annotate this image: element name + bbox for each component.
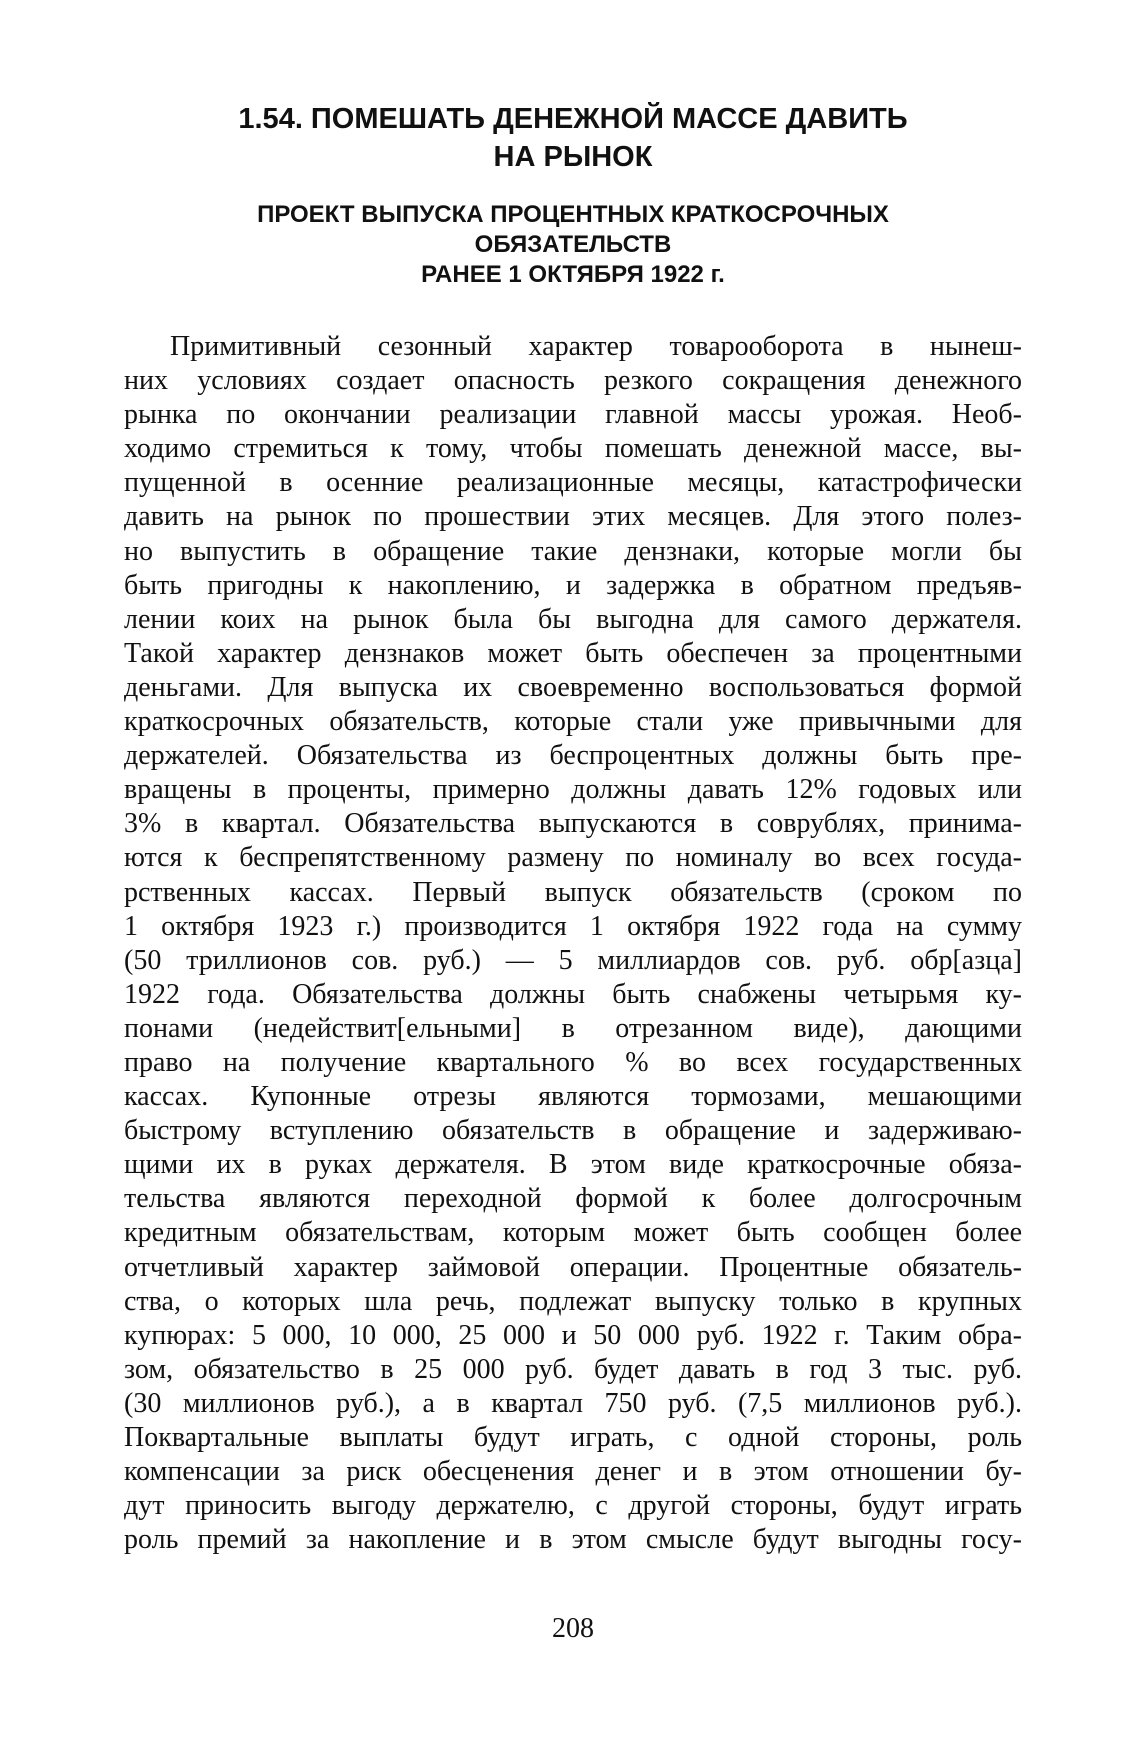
text-line: (50 триллионов сов. руб.) — 5 миллиардов сов. руб. обр[азца] bbox=[124, 944, 1022, 976]
text-line: быстрому вступлению обязательств в обращение и задерживаю- bbox=[124, 1115, 1022, 1147]
text-line: Поквартальные выплаты будут играть, с одной стороны, роль bbox=[124, 1422, 1022, 1453]
chapter-title bbox=[120, 100, 1026, 176]
subtitle-line: РАНЕЕ 1 ОКТЯБРЯ 1922 г. bbox=[421, 261, 725, 288]
chapter-title-line: 1.54. ПОМЕШАТЬ ДЕНЕЖНОЙ МАССЕ ДАВИТЬ bbox=[238, 103, 908, 135]
section-subtitle bbox=[120, 200, 1026, 290]
body-paragraph bbox=[124, 330, 1022, 1557]
text-line: кредитным обязательствам, которым может быть сообщен более bbox=[124, 1217, 1022, 1249]
text-line: вращены в проценты, примерно должны давать 12% годовых или bbox=[124, 774, 1022, 806]
text-line: рынка по окончании реализации главной массы урожая. Необ- bbox=[124, 399, 1022, 431]
text-line: 1 октября 1923 г.) производится 1 октября 1922 года на сумму bbox=[124, 910, 1022, 942]
text-line: ются к беспрепятственному размену по номиналу во всех госуда- bbox=[124, 842, 1022, 874]
text-line: но выпустить в обращение такие дензнаки, которые могли бы bbox=[124, 535, 1022, 567]
text-line: щими их в руках держателя. В этом виде краткосрочные обяза- bbox=[124, 1149, 1022, 1181]
text-line: Такой характер дензнаков может быть обеспечен за процентными bbox=[124, 637, 1022, 669]
text-line: право на получение квартального % во всех государственных bbox=[124, 1046, 1022, 1078]
text-line: тельства являются переходной формой к более долгосрочным bbox=[124, 1183, 1022, 1215]
text-line: дут приносить выгоду держателю, с другой стороны, будут играть bbox=[124, 1490, 1022, 1522]
text-line: лении коих на рынок была бы выгодна для самого держателя. bbox=[124, 603, 1022, 635]
text-line: пущенной в осенние реализационные месяцы, катастрофически bbox=[124, 467, 1022, 499]
text-line: отчетливый характер займовой операции. Процентные обязатель- bbox=[124, 1251, 1022, 1283]
text-line: Примитивный сезонный характер товарооборота в нынеш- bbox=[170, 331, 1022, 362]
text-line: краткосрочных обязательств, которые стали уже привычными для bbox=[124, 706, 1022, 738]
text-line: кассах. Купонные отрезы являются тормозами, мешающими bbox=[124, 1081, 1022, 1113]
text-line: давить на рынок по прошествии этих месяцев. Для этого полез- bbox=[124, 501, 1022, 533]
text-line: быть пригодны к накоплению, и задержка в обратном предъяв- bbox=[124, 569, 1022, 601]
subtitle-line: ПРОЕКТ ВЫПУСКА ПРОЦЕНТНЫХ КРАТКОСРОЧНЫХ bbox=[257, 201, 889, 228]
subtitle-line: ОБЯЗАТЕЛЬСТВ bbox=[474, 231, 672, 258]
text-line: деньгами. Для выпуска их своевременно воспользоваться формой bbox=[124, 671, 1022, 703]
text-line: компенсации за риск обесценения денег и в этом отношении бу- bbox=[124, 1456, 1022, 1488]
text-line: них условиях создает опасность резкого сокращения денежного bbox=[124, 365, 1022, 397]
text-line: (30 миллионов руб.), а в квартал 750 руб. (7,5 миллионов руб.). bbox=[124, 1387, 1022, 1419]
text-line: ходимо стремиться к тому, чтобы помешать денежной массе, вы- bbox=[124, 433, 1022, 465]
text-line: понами (недействит[ельными] в отрезанном виде), дающими bbox=[124, 1012, 1022, 1044]
text-line: купюрах: 5 000, 10 000, 25 000 и 50 000 руб. 1922 г. Таким обра- bbox=[124, 1319, 1022, 1351]
text-line: 1922 года. Обязательства должны быть снабжены четырьмя ку- bbox=[124, 978, 1022, 1010]
text-line: зом, обязательство в 25 000 руб. будет давать в год 3 тыс. руб. bbox=[124, 1353, 1022, 1385]
text-line: рственных кассах. Первый выпуск обязательств (сроком по bbox=[124, 876, 1022, 908]
text-line: роль премий за накопление и в этом смысле будут выгодны госу- bbox=[124, 1524, 1022, 1556]
text-line: держателей. Обязательства из беспроцентных должны быть пре- bbox=[124, 740, 1022, 772]
chapter-title-line: НА РЫНОК bbox=[493, 141, 653, 173]
text-line: ства, о которых шла речь, подлежат выпуску только в крупных bbox=[124, 1285, 1022, 1317]
text-line: 3% в квартал. Обязательства выпускаются в соврублях, принима- bbox=[124, 808, 1022, 840]
page-number: 208 bbox=[552, 1613, 594, 1644]
